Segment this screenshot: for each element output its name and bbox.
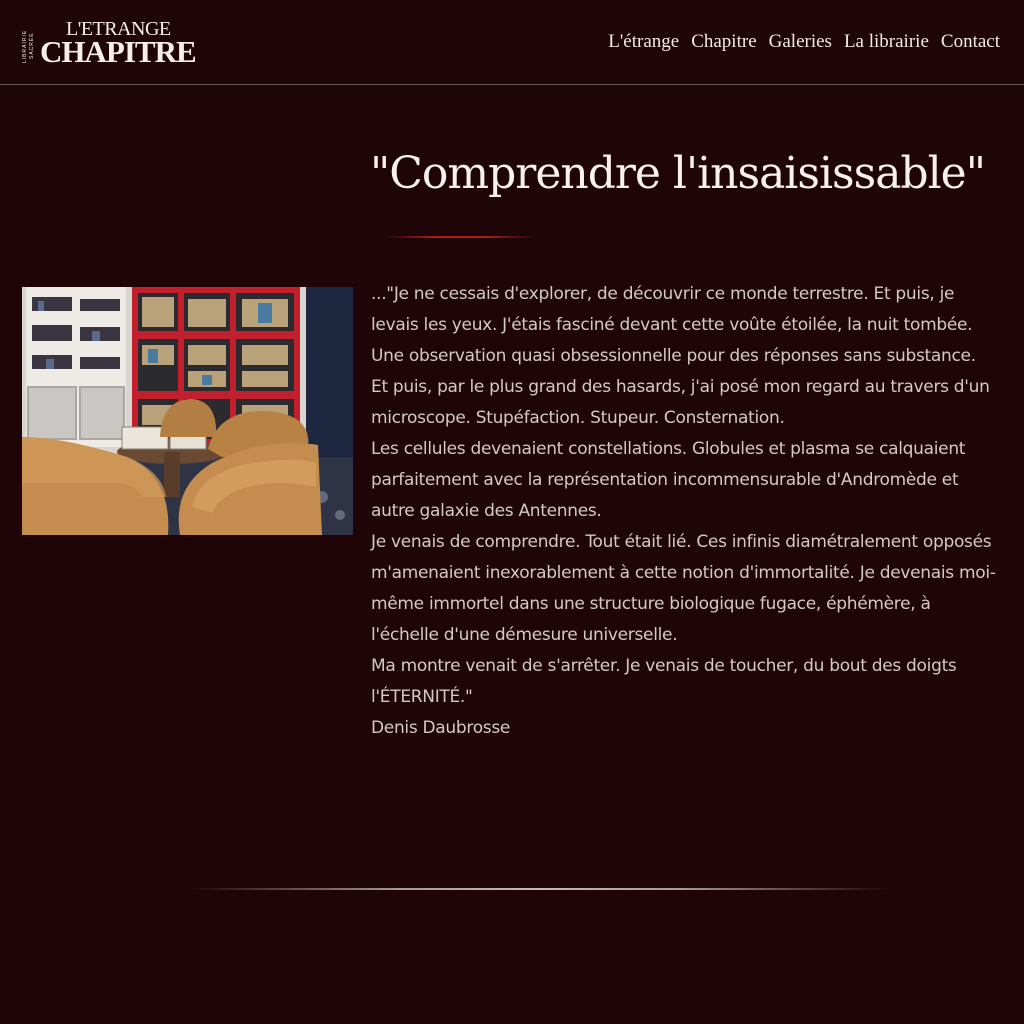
quote-paragraph: ..."Je ne cessais d'explorer, de découvrir ce monde terrestre. Et puis, je levais les yeux. J'étais fasciné devant cette voûte étoilée, la nuit tombée. [371, 284, 973, 335]
quote-text [371, 279, 1001, 744]
page-title: "Comprendre l'insaisissable" [370, 148, 985, 199]
title-divider [383, 236, 538, 238]
quote-author: Denis Daubrosse [371, 718, 511, 738]
site-logo[interactable] [22, 18, 196, 69]
main-nav [608, 31, 1000, 53]
nav-item-galeries[interactable]: Galeries [768, 31, 832, 52]
nav-item-letrange[interactable]: L'étrange [608, 31, 680, 52]
quote-paragraph: Je venais de comprendre. Tout était lié. Ces infinis diamétralement opposés m'amenaient inexorablement à cette notion d'immortalité. Je devenais moi-même immortel dans une structure biologique fugace, éphémère, à l'échelle d'une démesure universelle. [371, 532, 996, 645]
section-divider [190, 888, 890, 890]
bookstore-photo [22, 287, 353, 535]
logo-top-text: L'ETRANGE [66, 18, 171, 40]
logo-side-text: LIBRAIRIE SACRÉE [22, 29, 35, 63]
quote-paragraph: Ma montre venait de s'arrêter. Je venais de toucher, du bout des doigts l'ÉTERNITÉ." [371, 656, 957, 707]
nav-item-chapitre[interactable]: Chapitre [691, 31, 757, 52]
nav-item-contact[interactable]: Contact [940, 31, 1000, 52]
site-header [0, 0, 1024, 85]
logo-main-text: CHAPITRE [40, 34, 196, 69]
quote-paragraph: Les cellules devenaient constellations. Globules et plasma se calquaient parfaitement avec la représentation incommensurable d'Andromède et autre galaxie des Antennes. [371, 439, 966, 521]
quote-paragraph: Une observation quasi obsessionnelle pour des réponses sans substance. [371, 346, 976, 366]
quote-paragraph: Et puis, par le plus grand des hasards, j'ai posé mon regard au travers d'un microscope. Stupéfaction. Stupeur. Consternation. [371, 377, 990, 428]
nav-item-la-librairie[interactable]: La librairie [843, 31, 929, 52]
